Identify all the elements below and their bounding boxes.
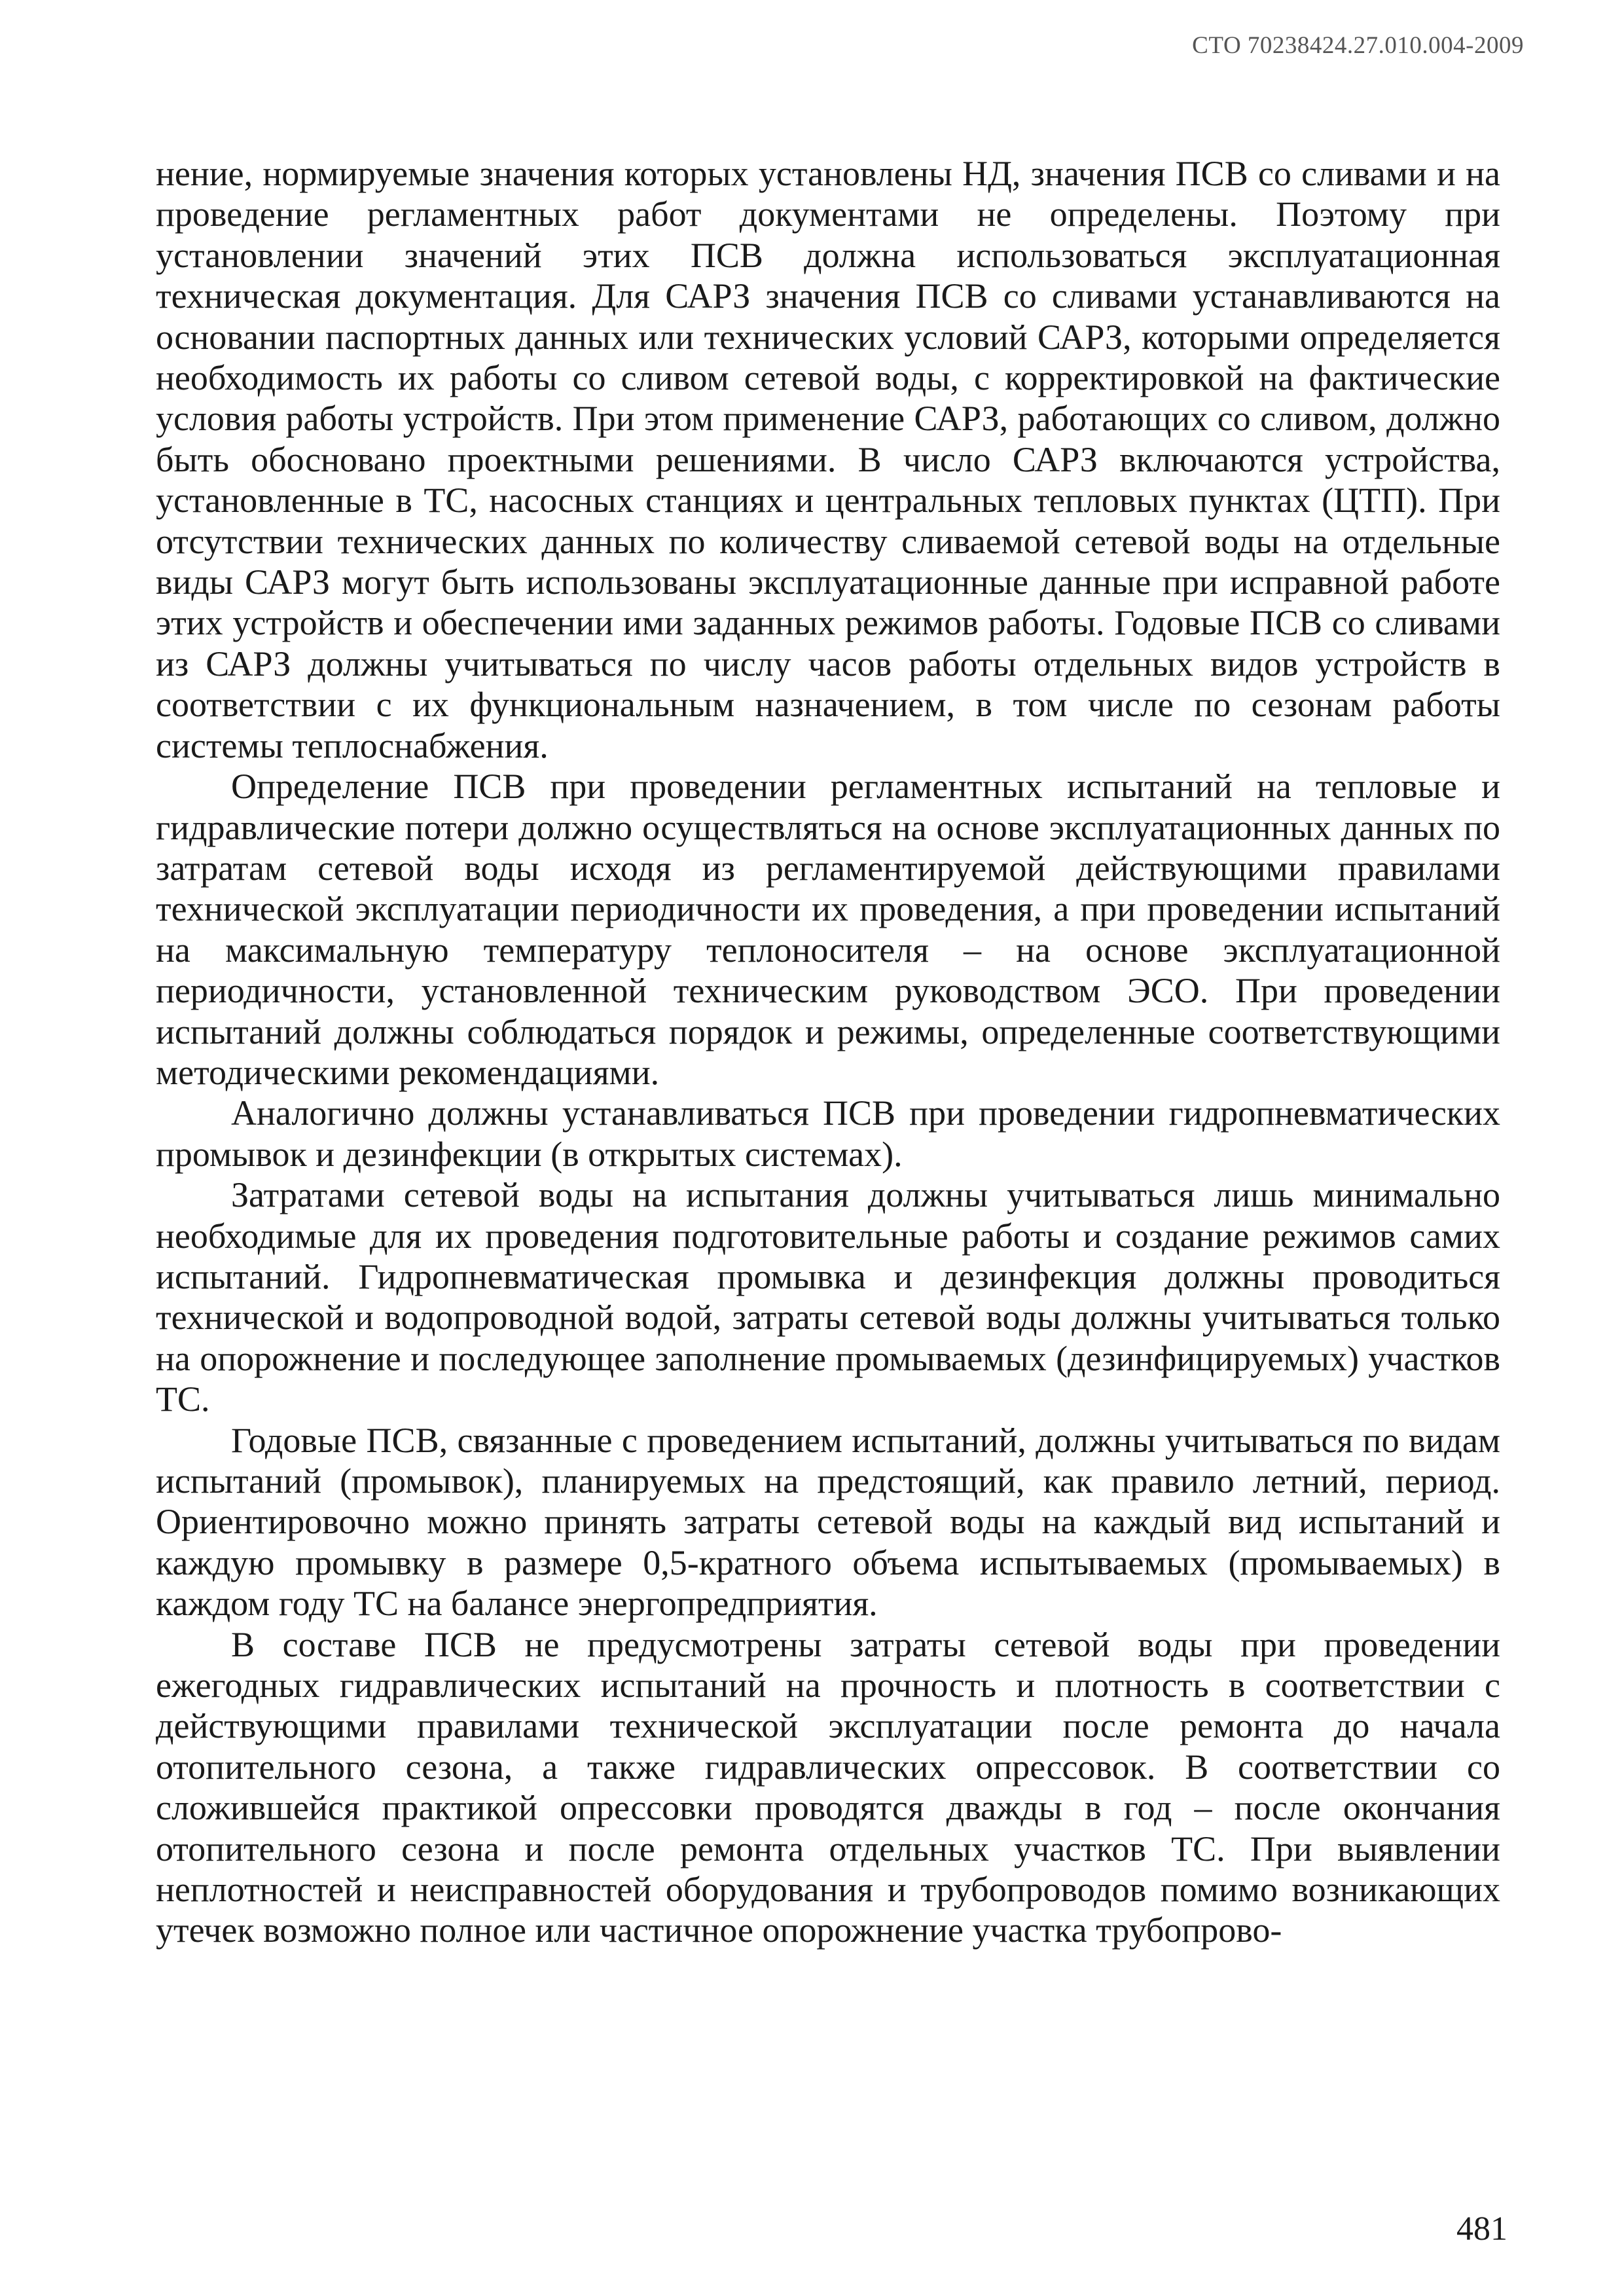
paragraph-hydraulic-tests: В составе ПСВ не предусмотрены затраты сетевой воды при проведении ежегодных гидравлических испытаний на прочность и плотность в соответствии с действующими правилами технической эксплуатации после ремонта до начала отопительного сезона, а также гидравлических опрессовок. В соответствии со сложившейся практикой опрессовки проводятся дважды в год – после окончания отопительного сезона и после ремонта отдельных участков ТС. При выявлении неплотностей и неисправностей оборудования и трубопроводов помимо возникающих утечек возможно полное или частичное опорожнение участка трубопрово- [156, 1624, 1500, 1950]
paragraph-test-costs: Затратами сетевой воды на испытания должны учитываться лишь минимально необходимые для их проведения подготовительные работы и создание режимов самих испытаний. Гидропневматическая промывка и дезинфекция должны проводиться технической и водопроводной водой, затраты сетевой воды должны учитываться только на опорожнение и последующее заполнение промываемых (дезинфицируемых) участков ТС. [156, 1175, 1500, 1419]
document-body [156, 153, 1500, 1951]
paragraph-flushing: Аналогично должны устанавливаться ПСВ при проведении гидропневматических промывок и дезинфекции (в открытых системах). [156, 1093, 1500, 1174]
page-number: 481 [1456, 2210, 1507, 2248]
document-code-header: СТО 70238424.27.010.004-2009 [1192, 32, 1524, 59]
paragraph-continuation: нение, нормируемые значения которых установлены НД, значения ПСВ со сливами и на проведение регламентных работ документами не определены. Поэтому при установлении значений этих ПСВ должна использоваться эксплуатационная техническая документация. Для САРЗ значения ПСВ со сливами устанавливаются на основании паспортных данных или технических условий САРЗ, которыми определяется необходимость их работы со сливом сетевой воды, с корректировкой на фактические условия работы устройств. При этом применение САРЗ, работающих со сливом, должно быть обосновано проектными решениями. В число САРЗ включаются устройства, установленные в ТС, насосных станциях и центральных тепловых пунктах (ЦТП). При отсутствии технических данных по количеству сливаемой сетевой воды на отдельные виды САРЗ могут быть использованы эксплуатационные данные при исправной работе этих устройств и обеспечении ими заданных режимов работы. Годовые ПСВ со сливами из САРЗ должны учитываться по числу часов работы отдельных видов устройств в соответствии с их функциональным назначением, в том числе по сезонам работы системы теплоснабжения. [156, 154, 1500, 765]
paragraph-testing-losses: Определение ПСВ при проведении регламентных испытаний на тепловые и гидравлические потери должно осуществляться на основе эксплуатационных данных по затратам сетевой воды исходя из регламентируемой действующими правилами технической эксплуатации периодичности их проведения, а при проведении испытаний на максимальную температуру теплоносителя – на основе эксплуатационной периодичности, установленной техническим руководством ЭСО. При проведении испытаний должны соблюдаться порядок и режимы, определенные соответствующими методическими рекомендациями. [156, 767, 1500, 1092]
paragraph-annual-losses: Годовые ПСВ, связанные с проведением испытаний, должны учитываться по видам испытаний (промывок), планируемых на предстоящий, как правило летний, период. Ориентировочно можно принять затраты сетевой воды на каждый вид испытаний и каждую промывку в размере 0,5-кратного объема испытываемых (промываемых) в каждом году ТС на балансе энергопредприятия. [156, 1420, 1500, 1624]
